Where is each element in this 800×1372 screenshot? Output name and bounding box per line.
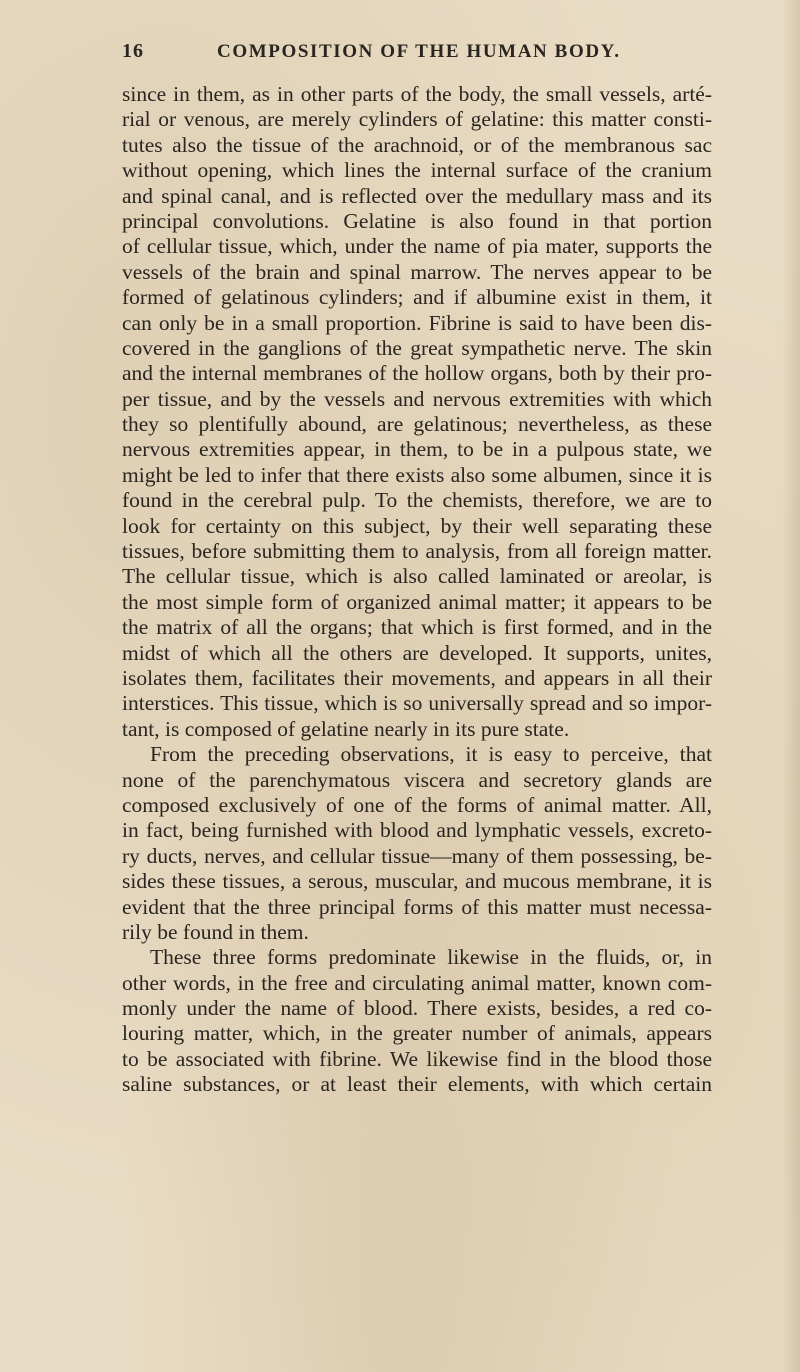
text-line: since in them, as in other parts of the body, the small vessels, arté- [122, 82, 712, 106]
text-line: sides these tissues, a serous, muscular, and mucous membrane, it is [122, 869, 712, 894]
text-line: formed of gelatinous cylinders; and if albumine exist in them, it [122, 285, 712, 310]
page-number: 16 [122, 40, 144, 62]
text-line: saline substances, or at least their elements, with which certain [122, 1072, 712, 1097]
text-line: The cellular tissue, which is also called laminated or areolar, is [122, 564, 712, 589]
text-line: These three forms predominate likewise in the fluids, or, in [150, 945, 712, 970]
text-line: the matrix of all the organs; that which is first formed, and in the [122, 615, 712, 640]
text-line: look for certainty on this subject, by their well separating these [122, 513, 712, 538]
text-line: of cellular tissue, which, under the name of pia mater, supports the [122, 234, 712, 259]
text-line: rial or venous, are merely cylinders of gelatine: this matter consti- [122, 107, 712, 132]
text-line: to be associated with fibrine. We likewise find in the blood those [122, 1046, 712, 1071]
text-line: and spinal canal, and is reflected over the medullary mass and its [122, 183, 712, 208]
text-line: tant, is composed of gelatine nearly in its pure state. [122, 716, 570, 741]
text-line: vessels of the brain and spinal marrow. The nerves appear to be [122, 259, 712, 284]
text-line: composed exclusively of one of the forms of animal matter. All, [122, 792, 712, 817]
text-line: without opening, which lines the internal surface of the cranium [122, 158, 712, 183]
text-line: might be led to infer that there exists also some albumen, since it is [122, 462, 712, 487]
running-head: COMPOSITION OF THE HUMAN BODY. [217, 41, 621, 62]
text-line: and the internal membranes of the hollow organs, both by their pro- [122, 361, 712, 386]
text-line: tutes also the tissue of the arachnoid, or of the membranous sac [122, 132, 712, 157]
text-line: principal convolutions. Gelatine is also found in that portion [122, 208, 712, 233]
text-line: they so plentifully abound, are gelatinous; nevertheless, as these [122, 412, 712, 437]
text-line: the most simple form of organized animal matter; it appears to be [122, 589, 712, 614]
paragraph [122, 82, 712, 742]
text-line: nervous extremities appear, in them, to be in a pulpous state, we [122, 437, 712, 462]
text-line: tissues, before submitting them to analysis, from all foreign matter. [122, 539, 712, 564]
text-line: monly under the name of blood. There exists, besides, a red co- [122, 996, 712, 1021]
text-line: none of the parenchymatous viscera and secretory glands are [122, 767, 712, 792]
text-line: interstices. This tissue, which is so universally spread and so impor- [122, 691, 712, 716]
text-line: in fact, being furnished with blood and lymphatic vessels, excreto- [122, 818, 712, 843]
text-line: covered in the ganglions of the great sympathetic nerve. The skin [122, 335, 712, 360]
text-line: per tissue, and by the vessels and nervous extremities with which [122, 386, 712, 411]
text-line: rily be found in them. [122, 919, 309, 944]
text-line: found in the cerebral pulp. To the chemists, therefore, we are to [122, 488, 712, 513]
text-line: can only be in a small proportion. Fibrine is said to have been dis- [122, 310, 712, 335]
text-line: ry ducts, nerves, and cellular tissue—many of them possessing, be- [122, 843, 712, 868]
paragraph [122, 742, 712, 945]
text-line: midst of which all the others are developed. It supports, unites, [122, 640, 712, 665]
paragraph [122, 945, 712, 1097]
page-edge-shadow [782, 0, 800, 1372]
text-line: evident that the three principal forms of this matter must necessa- [122, 894, 712, 919]
text-line: From the preceding observations, it is easy to perceive, that [150, 742, 712, 767]
text-line: louring matter, which, in the greater number of animals, appears [122, 1021, 712, 1046]
text-line: other words, in the free and circulating animal matter, known com- [122, 970, 712, 995]
text-line: isolates them, facilitates their movements, and appears in all their [122, 665, 712, 690]
page-header [122, 40, 715, 70]
body-text [122, 82, 712, 1098]
